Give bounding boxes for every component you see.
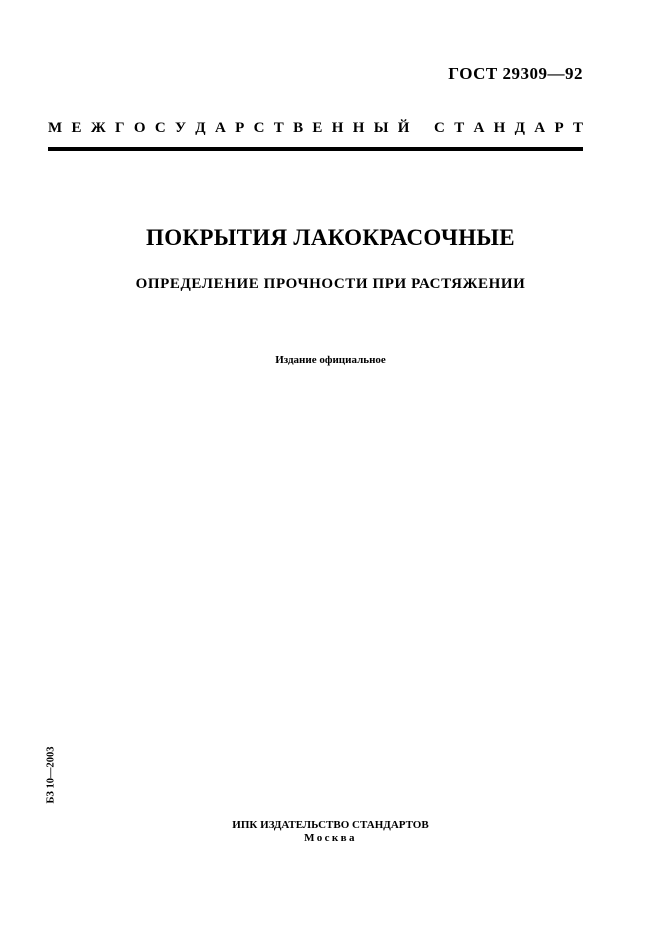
interstate-standard-header	[48, 120, 583, 137]
header-letter: Ы	[373, 120, 389, 136]
header-letter: А	[473, 120, 485, 136]
header-letter: С	[154, 120, 166, 136]
header-word-gap	[419, 120, 425, 137]
header-letter: Т	[454, 120, 465, 136]
header-letter: Р	[554, 120, 564, 136]
publisher-name: ИПК ИЗДАТЕЛЬСТВО СТАНДАРТОВ	[232, 819, 429, 831]
header-letter: Н	[493, 120, 506, 136]
header-letter: Д	[514, 120, 525, 136]
header-letter: А	[534, 120, 546, 136]
document-title: ПОКРЫТИЯ ЛАКОКРАСОЧНЫЕ	[146, 225, 515, 250]
standard-number: ГОСТ 29309—92	[448, 64, 583, 83]
header-letter: Н	[331, 120, 344, 136]
header-letter: Д	[195, 120, 206, 136]
header-letter: С	[253, 120, 265, 136]
header-letter: О	[133, 120, 146, 136]
header-letter: Т	[572, 120, 583, 136]
header-letter: А	[214, 120, 226, 136]
header-rule	[48, 147, 583, 151]
header-letter: Т	[273, 120, 284, 136]
header-letter: В	[293, 120, 304, 136]
header-letter: Р	[235, 120, 245, 136]
document-subtitle: ОПРЕДЕЛЕНИЕ ПРОЧНОСТИ ПРИ РАСТЯЖЕНИИ	[135, 276, 526, 292]
header-letter: Н	[352, 120, 365, 136]
header-letter: С	[434, 120, 445, 136]
header-letter: М	[48, 120, 63, 136]
header-letter: Е	[71, 120, 82, 136]
header-letter: Й	[397, 120, 410, 136]
header-letter: Г	[114, 120, 125, 136]
side-code	[45, 735, 57, 815]
side-code-text: БЗ 10—2003	[45, 746, 57, 804]
header-letter: Е	[312, 120, 323, 136]
header-letter: Ж	[90, 120, 106, 136]
header-letter: У	[174, 120, 186, 136]
edition-note: Издание официальное	[275, 354, 386, 366]
publisher-city: Москва	[304, 832, 357, 844]
